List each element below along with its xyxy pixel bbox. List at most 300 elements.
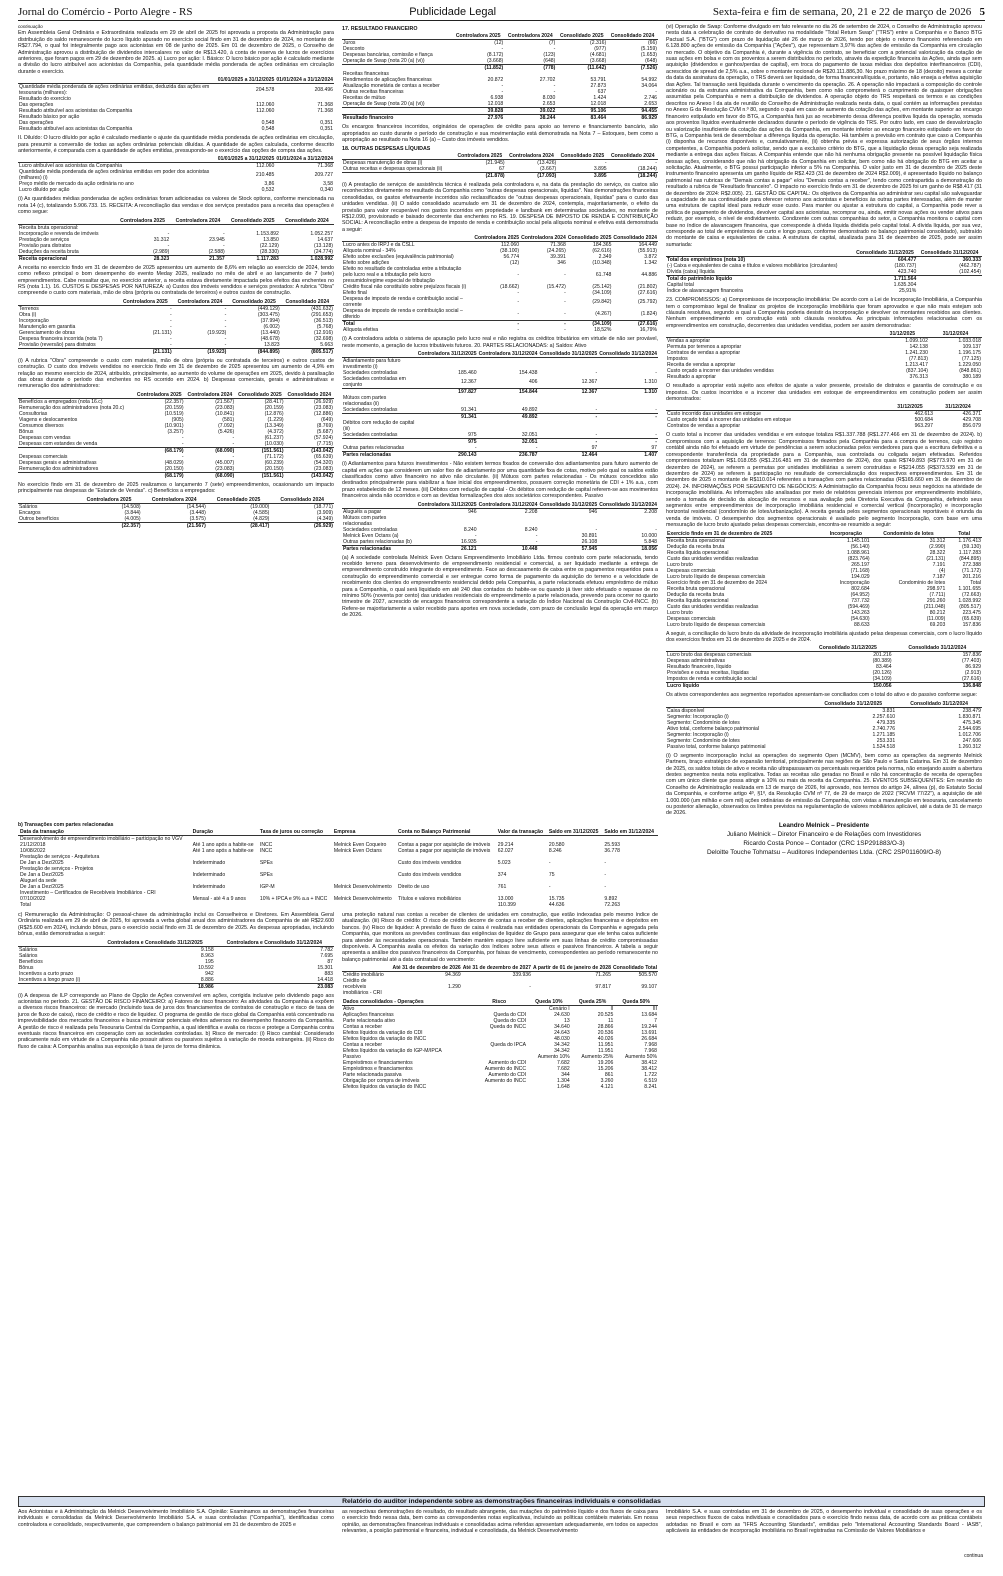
table-cell: Incorporação — [19, 317, 49, 324]
table-cell: 0,532 — [261, 187, 275, 194]
table-cell: (77.125) — [962, 356, 981, 363]
table-cell: (905) — [171, 416, 184, 423]
bottom-area — [18, 820, 658, 1242]
table-cell: Outras partes relacionadas (b) — [343, 538, 412, 545]
table-cell: Consolidado 2025 — [235, 392, 284, 399]
table-cell: 13.823 — [264, 341, 280, 348]
table-cell: - — [181, 440, 184, 447]
table-cell: (72.663) — [962, 591, 981, 598]
table-cell: Desenvolvimento de empreendimento imobiliário – participação no VGV — [20, 836, 183, 842]
table-cell: Consolidado 2025 — [207, 497, 271, 504]
table-cell: De Jan a Dez/2025 — [20, 872, 64, 878]
table-cell: Dados consolidados - Operações — [342, 999, 471, 1006]
table-cell: 7 — [654, 1018, 657, 1025]
table-cell: (68.090) — [185, 472, 236, 479]
column-3 — [666, 24, 982, 1216]
table-cell: Segmento: Incorporação (i) — [667, 731, 729, 738]
table-cell: 291.260 — [926, 597, 946, 604]
table-cell: (11.642) — [556, 65, 607, 72]
table-cell: Efeito final — [343, 290, 367, 297]
table-assets-segments — [666, 701, 982, 750]
table-cell: Queda do INCC — [489, 1024, 527, 1031]
table-cell: 31.312 — [929, 537, 946, 544]
table-cell: 32.051 — [478, 439, 539, 446]
table-cell: Permuta por terrenos a apropriar — [667, 344, 742, 351]
table-sensitivity — [342, 999, 658, 1090]
table-cell: (27.616) — [638, 290, 657, 297]
table-cell: Segmento: Incorporação (i) — [667, 713, 729, 720]
table-cell: 18.056 — [598, 545, 658, 552]
table-cell: - — [655, 407, 657, 414]
table-cell: Saldo em 31/12/2024 — [602, 829, 658, 836]
table-cell: Despesas comerciais — [19, 453, 68, 460]
table-cell: Controladora 2025 — [134, 392, 185, 399]
table-cell: (48.029) — [164, 459, 184, 466]
column-1 — [18, 24, 334, 830]
audit-columns — [18, 1509, 985, 1569]
table-cell: (180.737) — [894, 263, 917, 270]
table-cell: Aumento 10% — [537, 1054, 570, 1061]
table-cell: (123) — [543, 52, 556, 59]
table-cell: Condomínio de lotes — [871, 531, 947, 538]
table-cell: (143.042) — [285, 472, 334, 479]
table-cell: (7.711) — [929, 591, 946, 598]
table-cell: Empréstimos e financiamentos — [343, 1066, 413, 1073]
table-cell: 72.263 — [604, 902, 620, 908]
table-cell: Custo incorrido das unidades em estoque — [667, 411, 762, 418]
table-cell: 10% + IPCA e 9% a.a + INCC — [259, 896, 328, 902]
table-cell: (2.990) — [929, 543, 946, 550]
table-cell: (3.575) — [189, 515, 206, 522]
table-cell: Total — [20, 902, 31, 908]
newspaper-name: Jornal do Comércio - Porto Alegre - RS — [18, 6, 193, 18]
table-cell: 26.121 — [417, 545, 478, 552]
table-cell: 10/08/2022 — [20, 848, 46, 854]
table-cell — [342, 173, 454, 180]
table-cell: 69.203 — [929, 621, 946, 628]
table-cell: - — [224, 323, 227, 330]
table-cell: 423.740 — [897, 269, 917, 276]
table-cell: - — [232, 434, 235, 441]
table-cell: (778) — [504, 65, 556, 72]
table-cell: Incorporação — [839, 579, 870, 586]
signature-line: Juliano Melnick – Diretor Financeiro e de Relações com Investidores — [726, 830, 922, 838]
table-cell: - — [501, 46, 504, 53]
table-cell: 7.187 — [932, 573, 946, 580]
table-cell: 157.836 — [962, 652, 981, 659]
table-row — [342, 108, 658, 115]
table-cell: Parte relacionada ativo — [343, 1018, 396, 1025]
table-cell: - — [501, 83, 504, 90]
table-cell: 14.418 — [317, 976, 333, 983]
table-cell: 1.407 — [598, 452, 658, 459]
table-cell: 38.244 — [504, 115, 556, 122]
table-cell: Dedução da receita bruta — [667, 591, 725, 598]
table-cell: 1.033.018 — [958, 338, 981, 345]
table-cell: - — [595, 370, 598, 377]
table-cell: (23.083) — [215, 404, 235, 411]
table-cell: Queda do CDI — [493, 1018, 527, 1025]
table-cell: (7.526) — [607, 65, 658, 72]
table-cell: 8.886 — [200, 976, 214, 983]
audit-col-1: Aos Acionistas e à Administração da Melnick Desenvolvimento Imobiliário S.A. Opinião: Examinamos as demonstrações financeiras individuais e consolidadas da Melnick Desenvolvimento Imobiliário S.A. e suas controladas ("Companhia"), identificadas como controladora e consolidado, respectivamente, que compreendem o balanço patrimonial em 31 de dezembro de 2025 e — [18, 1509, 334, 1528]
table-cell: (11.009) — [926, 615, 946, 622]
table-cell: 34.064 — [641, 83, 657, 90]
table-cell: (4.349) — [316, 515, 333, 522]
table-cell: (48.678) — [260, 335, 280, 342]
table-cell: 01/01/2025 a 31/12/2025 — [217, 77, 275, 84]
table-cell: 942 — [205, 970, 214, 977]
table-cell: 94.369 — [445, 972, 461, 979]
table-row — [18, 187, 334, 193]
table-cell: - — [232, 453, 235, 460]
table-cell: Controladora 2025 — [76, 497, 141, 504]
table-cell: Controladora 2025 — [454, 153, 506, 160]
table-cell: 265.197 — [851, 561, 870, 568]
table-cell: (20.150) — [164, 465, 184, 472]
table-cell: (21.567) — [142, 522, 207, 529]
table-management-pay — [18, 940, 334, 990]
table-cell: Viagens e deslocamentos — [19, 416, 78, 423]
table-cell: (3.448) — [189, 509, 206, 516]
table-cell: 406 — [528, 379, 538, 386]
table-cell: (71.172) — [962, 567, 981, 574]
paragraph: A seguir, a conciliação do lucro bruto da atividade de incorporação imobiliária ajustado pelas despesas comerciais, com o lucro líquido dos exercícios findos em 31 de dezembro de 2025 e de 2024. — [666, 630, 982, 643]
table-cell: (431.632) — [311, 305, 333, 312]
table-cell: (10.901) — [164, 422, 184, 429]
table-cell: 142.138 — [909, 344, 928, 351]
paragraph: No exercício findo em 31 de dezembro de 2025 realizamos o lançamento 7 (sete) empreendimentos, ocasionando um impacto principalmente nas despesas de "Estande de Vendas". c) Benefícios a empregados: — [18, 481, 334, 495]
table-cell: - — [564, 327, 566, 334]
table-cell: (837.104) — [906, 368, 928, 375]
table-cell: Crédito fiscal não constituído sobre prejuízos fiscais (i) — [343, 284, 467, 291]
table-cell: (21.878) — [454, 173, 506, 180]
table-cell: 16,79% — [639, 327, 657, 334]
table-cell: (26.929) — [314, 398, 333, 405]
table-cell: (648) — [543, 58, 556, 65]
table-row — [18, 84, 334, 97]
table-cell: Adiantamento para futuro investimento (i) — [343, 358, 401, 371]
section-heading: 18. OUTRAS DESPESAS LÍQUIDAS — [342, 145, 431, 152]
table-cell: - — [181, 453, 184, 460]
paragraph: Em Assembleia Geral Ordinária e Extraordinária realizada em 29 de abril de 2025 foi aprovada a proposta da Administração para distribuição do saldo remanescente do lucro líquido apurado no exercício social findo em 31 de dezembro de 2024, no montante de R$27.794, o qual foi integralmente pago aos acionistas em 08 de junho de 2025. Em 01 de dezembro de 2025, o Conselho de Administração aprovou a distribuição de dividendos intercalares no valor de R$13.420, à conta de reserva de lucros de exercícios anteriores, que foram pagos em 29 de dezembro de 2025. a) Lucro por ação: I. Básico: O lucro básico por ação é calculado mediante a divisão do lucro atribuível aos acionistas da Companhia, pela quantidade média ponderada de ações ordinárias em circulação durante o exercício. — [18, 30, 334, 75]
table-cell: 0,548 — [261, 126, 275, 133]
table-cell — [471, 1084, 527, 1090]
table-cell: 86.929 — [607, 115, 658, 122]
table-cell: 223.475 — [962, 609, 981, 616]
audit-col-3: Imobiliário S.A. e suas controladas em 31 de dezembro de 2025, o desempenho individual e consolidado de suas operações e os seus respectivos fluxos de caixa individuais e consolidados para o exercício findo nessa data, de acordo com as práticas contábeis adotadas no Brasil e com as "IFRS Accounting Standards", emitidas pelo "International Accounting Standards Board - IASB", aplicáveis às entidades de incorporação imobiliária no Brasil registradas na Comissão de Valores Mobiliários e — [666, 1509, 982, 1535]
table-cell: 14.637 — [317, 236, 333, 243]
table-segments — [666, 531, 982, 628]
table-cell: (77.813) — [908, 356, 928, 363]
table-cell: - — [535, 532, 538, 539]
table-cell: 71.368 — [317, 163, 333, 170]
table-cell: Consolidado 31/12/2025 — [539, 351, 598, 358]
table-cell: Ativo — [343, 1006, 355, 1013]
table-cell: 963.297 — [914, 423, 933, 430]
table-cell: Consolidado 2024 — [270, 497, 334, 504]
table-cell: 97 — [651, 445, 657, 452]
table-cell: 71.368 — [550, 242, 566, 249]
table-cell: Total — [970, 579, 981, 586]
table-cell: Alíquota efetiva — [343, 327, 379, 334]
table-cell: 49.892 — [521, 407, 538, 414]
bottom-columns — [18, 912, 658, 1242]
table-cell — [332, 902, 396, 908]
table-cell: Efeitos líquidos da variação do IGP-M/IPCA — [343, 1048, 442, 1055]
table-cell: 49.892 — [478, 414, 539, 421]
table-cell: Consolidado 2024 — [285, 392, 334, 399]
table-cell: 0,548 — [261, 120, 275, 127]
table-cell: (24.265) — [546, 248, 566, 255]
table-cell: Sociedades controladas — [343, 432, 398, 439]
table-cell: 9.892 — [604, 896, 618, 902]
table-cell: - — [474, 445, 477, 452]
table-cell: (3.668) — [487, 58, 504, 65]
table-cell: (45.007) — [215, 459, 235, 466]
table-cell: 12.464 — [538, 452, 598, 459]
table-row — [342, 1084, 658, 1090]
table-cell: Receita operacional — [18, 255, 115, 262]
table-cell: 97 — [591, 445, 598, 452]
table-cell: 1.099.102 — [905, 338, 928, 345]
table-cell: (1.653) — [640, 52, 657, 59]
table-cell: Consolidado 31/12/2024 — [896, 701, 982, 708]
table-cell: Resultado atribuível aos acionistas da Companhia — [19, 108, 133, 115]
table-cell: 1.241.230 — [905, 350, 928, 357]
table-cell: 8.963 — [200, 952, 214, 959]
table-cell — [478, 420, 539, 432]
table-cell: 1.342 — [644, 260, 657, 267]
table-cell: Das operações — [19, 102, 54, 109]
table-cell — [396, 902, 496, 908]
table-cell: Melnick Even Octans (a) — [343, 532, 399, 539]
table-cell: 0,351 — [320, 126, 333, 133]
table-cell: (594.469) — [847, 603, 870, 610]
table-cell: (57.924) — [314, 434, 333, 441]
table-cell: Lucro bruto líquido de despesas comerciais — [667, 573, 766, 580]
table-cell: 24.630 — [554, 1012, 570, 1019]
table-cell: Segmento: Condomínio de lotes — [667, 737, 740, 744]
table-cell: 1.260.312 — [958, 743, 981, 750]
table-cell: Parte relacionada passiva — [343, 1072, 402, 1079]
table-cell: Despesas com estandes de venda — [19, 440, 98, 447]
table-cell: Controladora 2024 — [170, 218, 225, 225]
table-cell: Remuneração dos administradores — [19, 465, 99, 472]
table-cell: 1.052.257 — [310, 230, 333, 237]
table-cell: (2.588) — [208, 248, 225, 255]
table-cell: 7.968 — [644, 1048, 657, 1055]
table-cell: Despesas com vendas — [19, 434, 71, 441]
table-cell — [342, 108, 452, 115]
table-cell: Efeitos líquidos da variação do INCC — [343, 1084, 427, 1091]
table-cell: Efeito sobre adições — [343, 260, 390, 267]
table-cell: 1.213.417 — [905, 362, 928, 369]
table-cell: 1.830.871 — [958, 713, 981, 720]
table-cell: Até 31 de dezembro de 2026 — [392, 965, 461, 972]
table-cell: 253.331 — [876, 737, 896, 744]
table-cell: 07/10/2022 — [20, 896, 46, 902]
table-row — [666, 683, 982, 690]
table-cell: Valor da transação — [496, 829, 547, 836]
table-cell: (64.952) — [850, 591, 870, 598]
table-cell: Despesa de imposto de renda e contribuição social – diferido — [343, 308, 463, 321]
table-cell: - — [604, 160, 607, 167]
table-cell: (23.083) — [215, 465, 235, 472]
table-cell: Custo das unidades vendidas realizadas — [667, 555, 759, 562]
table-cell: 27.873 — [590, 83, 607, 90]
table-cell: 1.648 — [556, 1084, 570, 1091]
table-cell: 462.613 — [914, 411, 933, 418]
table-cell: Índice de alavancagem financeira — [667, 288, 743, 295]
table-row — [18, 902, 658, 908]
table-cell: 12.367 — [460, 379, 477, 386]
table-benefits — [18, 497, 334, 529]
table-cell: Outras receitas financeiras — [343, 89, 404, 96]
table-cell: 31/12/2025 — [876, 331, 929, 338]
table-cell: 13.000 — [497, 896, 514, 902]
table-cell: Lucro antes do IRPJ e da CSLL — [343, 242, 415, 249]
table-cell: Salários — [19, 946, 38, 953]
table-cell: 290.143 — [417, 452, 478, 459]
table-cell: Melnick Even Octans — [333, 848, 382, 854]
table-cell: Crédito de recebíveis imobiliários - CRI — [343, 978, 382, 997]
table-cell: Sociedades controladas — [343, 407, 398, 414]
table-cell: 62.027 — [497, 848, 514, 854]
table-cell: Contas a receber — [343, 1042, 383, 1049]
table-cell: (291.653) — [311, 311, 333, 318]
table-cell: 80.212 — [929, 609, 946, 616]
table-cell: (22.357) — [76, 522, 141, 529]
table-cell: 1.196.175 — [958, 350, 981, 357]
signature-line: Leandro Melnick – Presidente — [778, 821, 870, 829]
table-cell: Consolidado 2024 — [281, 299, 334, 306]
table-cell: 15.735 — [548, 896, 565, 902]
table-cell: 91.341 — [417, 414, 478, 421]
table-cell: 110.399 — [497, 902, 516, 908]
table-cell: Resultado atribuível aos acionistas da Companhia — [19, 126, 133, 133]
table-cell: 360.333 — [917, 257, 982, 264]
table-cell: 21/12/2018 — [20, 842, 46, 848]
table-cell: Salários — [19, 952, 38, 959]
table-cell: Despesa financeira incorrida (nota 7) — [19, 335, 103, 342]
table-cell: Sociedades controladas — [343, 370, 398, 377]
table-cell: - — [553, 46, 556, 53]
table-cell: Benefícios — [19, 958, 43, 965]
table-cell: (28.417) — [207, 522, 271, 529]
table-cell: (68.179) — [134, 472, 185, 479]
table-cell: (2.316) — [590, 40, 607, 47]
table-cell: Custo dos imóveis vendidos — [397, 872, 462, 878]
table-reconciliation — [666, 645, 982, 689]
table-cell: Consolidado 31/12/2024 — [599, 351, 657, 358]
table-cell: (18.771) — [314, 503, 333, 510]
paragraph: (i) O segmento incorporação inclui as operações do segmento Open (MCMV), bem como as operações da segmento Melnick Partners, braço estratégico de expansão territorial, principalmente nas regiões de São Paulo e Santa Catarina. Em 31 de dezembro de 2025, os saldos totais de ativo e receita não ultrapassavam os percentuais requeridos pela norma, não ensejando assim a abertura destes segmentos nesta nota explicativa. Todas as receitas são geradas no Brasil e não há concentração de receita de operações com um único cliente que possa atingir a 10% ou mais da receita da Companhia. 25. EVENTOS SUBSEQUENTES: Em reunião do Conselho de Administração realizada em 13 de março de 2026, foi aprovado, nos termos do artigo 24, alínea (p), do Estatuto Social da Companhia, e conforme artigo 4º, §1º, da Resolução CVM nº 77, de 29 de março de 2022 ("RCVM 77/22"), a aquisição de até 1.000.000 (um milhão e cem mil) ações ordinárias de emissão da Companhia, com vistas a manutenção em tesouraria, cancelamento ou posterior alienação, observados os limites previstos na regulamentação de valores mobiliários aplicável, até a data de 31 de março de 2026. — [666, 752, 982, 817]
table-cell: Controladora e Consolidado 31/12/2024 — [215, 940, 334, 947]
table-cell: (20.150) — [264, 465, 284, 472]
paragraph: Os ativos correspondentes aos segmentos reportados apresentam-se conciliados com o total do ativo e do passivo conforme segue: — [666, 692, 978, 699]
table-cell: Custo dos imóveis vendidos — [397, 860, 462, 866]
table-cell: Controladora 2025 — [474, 235, 520, 242]
table-cell: 8.246 — [548, 848, 562, 854]
table-cell: 856.079 — [962, 423, 981, 430]
table-cell — [417, 395, 478, 407]
table-cell: (77.403) — [962, 658, 981, 665]
table-cell: - — [224, 341, 227, 348]
table-cell: Remuneração dos administradores (nota 20.c) — [19, 404, 125, 411]
table-cell: 201.216 — [873, 652, 892, 659]
table-cell: 67 — [498, 166, 505, 173]
table-cell: (4.585) — [253, 509, 270, 516]
table-cell: 1.271.185 — [872, 731, 896, 738]
table-cell: 16.935 — [460, 538, 477, 545]
table-cell: - — [224, 305, 227, 312]
table-cell: (18.244) — [608, 173, 658, 180]
paragraph: O resultado a apropriar está sujeito aos efeitos de ajuste a valor presente, provisão de distratos e garantia de construção e os impostos. Os custos incorridos e a incorrer das unidades em estoque de empreendimentos em construção podem ser assim demonstrados: — [666, 383, 982, 403]
table-cell: - — [553, 83, 556, 90]
table-cell: A partir de 01 de janeiro de 2028 — [532, 965, 611, 972]
table-cell: (14.544) — [186, 503, 206, 510]
table-cell: Consolidado 2025 — [227, 299, 280, 306]
table-cell: 28.323 — [115, 255, 170, 262]
section-title: Publicidade Legal — [409, 6, 497, 18]
table-cell: INCC — [259, 848, 273, 854]
table-eps-diluted — [18, 156, 334, 193]
table-cell: 185.460 — [458, 370, 477, 377]
table-cell: 1.424 — [593, 95, 607, 102]
table-cell: Prestação de serviços - Projetos — [20, 866, 94, 872]
table-cell: 209.727 — [314, 172, 333, 179]
paragraph: (i) A controladora adota o sistema de apuração pelo lucro real e não registra os créditos tributários em virtude de não ser provável, neste momento, a geração de lucros tributáveis futuros. 20. PARTES RELACIONADAS: a) Saldos: Ativo — [342, 336, 658, 349]
table-cell: Receitas de mútuo — [343, 95, 386, 102]
table-cell: Controladora 2024 — [504, 33, 556, 40]
table-cell: Bônus — [19, 964, 34, 971]
table-cell: 0,340 — [320, 187, 333, 194]
table-cell: Lucro bruto líquido de despesas comerciais — [667, 621, 766, 628]
table-cell: Preço médio de mercado da ação ordinária no ano — [19, 181, 134, 188]
table-cell: 24.643 — [554, 1030, 570, 1037]
table-row — [342, 173, 658, 180]
table-cell: - — [564, 272, 566, 279]
table-cell: 01/01/2024 a 31/12/2024 — [276, 77, 333, 84]
table-cell: (449.129) — [257, 305, 280, 312]
table-cell: (21.802) — [638, 284, 657, 291]
table-cell: Incentivos a longo prazo (i) — [19, 976, 81, 983]
table-cell: 5.023 — [497, 860, 511, 866]
table-cell: (303.475) — [257, 311, 280, 318]
page-header — [18, 6, 985, 21]
table-cell: 1.304 — [556, 1078, 570, 1085]
table-cell: Consolidado 31/12/2024 — [893, 645, 982, 652]
table-cell: (71.168) — [850, 567, 870, 574]
audit-report — [18, 1492, 985, 1569]
table-cell: - — [595, 526, 598, 533]
table-row — [342, 420, 658, 432]
table-cell: 112.060 — [256, 108, 275, 115]
table-row — [18, 472, 334, 479]
table-cell: (3.668) — [590, 58, 607, 65]
table-cell: Despesas manutenção de obras (i) — [343, 160, 423, 167]
table-cell: 31/12/2024 — [929, 331, 982, 338]
table-row — [666, 374, 982, 380]
table-cell: 2.349 — [598, 254, 612, 261]
table-cell: Receita bruta operacional — [667, 585, 726, 592]
table-cell: (5.687) — [316, 428, 333, 435]
table-cell: 946 — [468, 508, 477, 515]
paragraph: A receita no exercício findo em 31 de dezembro de 2025 apresentou um aumento de 8,6% em relação ao exercício de 2024, tendo como reflexo principal o bom desempenho do evento Meday 2025, realizado no mês de abril e ao lançamento de 7 (sete) empreendimentos. Cabe ressaltar que, no exercício anterior, a receita estava diretamente impactada pelos efeitos das enchentes no RS (nota 1.1). 16. CUSTOS E DESPESAS POR NATUREZA: a) Custos dos imóveis vendidos e serviços prestados: A rubrica "Obra" compreende o custo com materiais, mão de obra (própria ou contratada de terceiros) e outros custos de construção. — [18, 264, 334, 297]
table-cell: Crédito imobiliário — [343, 972, 384, 979]
table-cell: 500.684 — [914, 417, 933, 424]
